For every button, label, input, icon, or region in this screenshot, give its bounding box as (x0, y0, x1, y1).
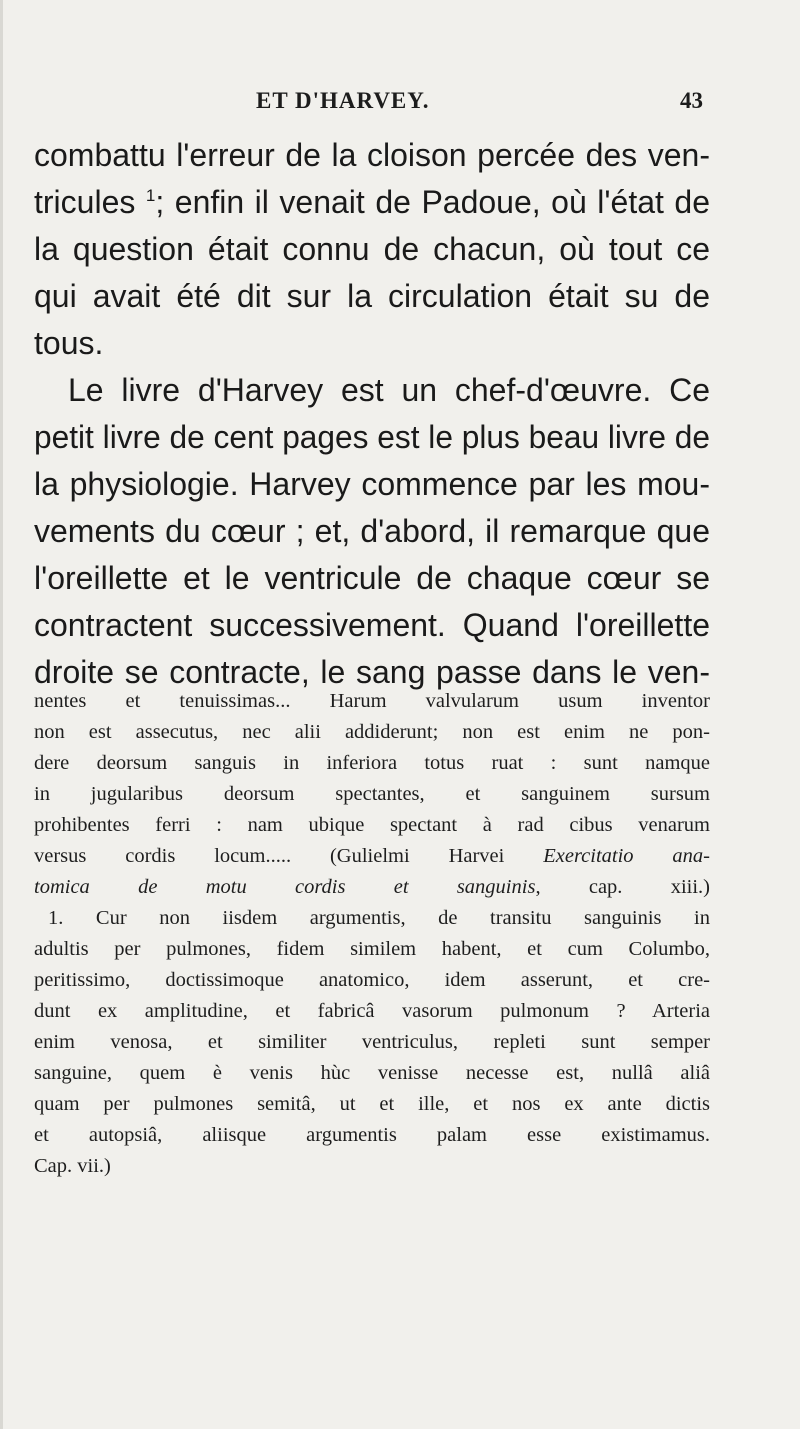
text-segment: versus cordis locum..... (Gulielmi Harvei (34, 845, 505, 867)
running-head: ET D'HARVEY. (256, 88, 430, 113)
text-line: la question était connu de chacun, où tout ce (34, 231, 710, 267)
text-line: petit livre de cent pages est le plus beau livre de (34, 419, 710, 455)
note-line: quam per pulmones semitâ, ut et ille, et nos ex ante dictis (34, 1093, 710, 1115)
text-segment: ; enfin il venait de Padoue, où l'état de (155, 184, 711, 220)
note-line (34, 872, 710, 903)
note-line: Cap. vii.) (34, 1155, 111, 1177)
note-line: dunt ex amplitudine, et fabricâ vasorum pulmonum ? Arteria (34, 1000, 710, 1022)
italic-title: Exercitatio ana- (543, 845, 711, 867)
italic-title: tomica de motu cordis et sanguinis (34, 876, 536, 898)
text-segment: 1. Cur non iisdem argumentis, de transitu sanguinis in (48, 907, 710, 929)
page-header (0, 88, 800, 122)
footnote-marker: 1 (145, 186, 156, 205)
text-line: droite se contracte, le sang passe dans le ven- (34, 654, 710, 690)
note-line (34, 841, 710, 872)
note-line: dere deorsum sanguis in inferiora totus ruat : sunt namque (34, 752, 710, 774)
note-line: nentes et tenuissimas... Harum valvularum usum inventor (34, 690, 710, 712)
text-segment: Le livre d'Harvey est un chef-d'œuvre. Ce (68, 372, 710, 408)
note-line (34, 903, 710, 934)
text-line: l'oreillette et le ventricule de chaque cœur se (34, 560, 710, 596)
text-line: combattu l'erreur de la cloison percée des ven- (34, 137, 710, 173)
note-line: sanguine, quem è venis hùc venisse necesse est, nullâ aliâ (34, 1062, 710, 1084)
page-number: 43 (680, 88, 703, 113)
note-line: adultis per pulmones, fidem similem habent, et cum Columbo, (34, 938, 710, 960)
note-line: prohibentes ferri : nam ubique spectant à rad cibus venarum (34, 814, 710, 836)
note-line: enim venosa, et similiter ventriculus, repleti sunt semper (34, 1031, 710, 1053)
text-line: tous. (34, 325, 104, 361)
page-edge (0, 0, 3, 1429)
text-line: la physiologie. Harvey commence par les mou- (34, 466, 710, 502)
note-line: peritissimo, doctissimoque anatomico, idem asserunt, et cre- (34, 969, 710, 991)
text-line: vements du cœur ; et, d'abord, il remarque que (34, 513, 710, 549)
footnotes (34, 686, 710, 1182)
text-line: contractent successivement. Quand l'oreillette (34, 607, 710, 643)
text-line (34, 179, 710, 226)
text-line (34, 367, 710, 414)
note-line: in jugularibus deorsum spectantes, et sanguinem sursum (34, 783, 710, 805)
note-line: et autopsiâ, aliisque argumentis palam esse existimamus. (34, 1124, 710, 1146)
text-segment: tricules (34, 184, 136, 220)
text-segment: , cap. xiii.) (535, 876, 710, 898)
note-line: non est assecutus, nec alii addiderunt; non est enim ne pon- (34, 721, 710, 743)
main-text (34, 132, 710, 696)
text-line: qui avait été dit sur la circulation était su de (34, 278, 710, 314)
